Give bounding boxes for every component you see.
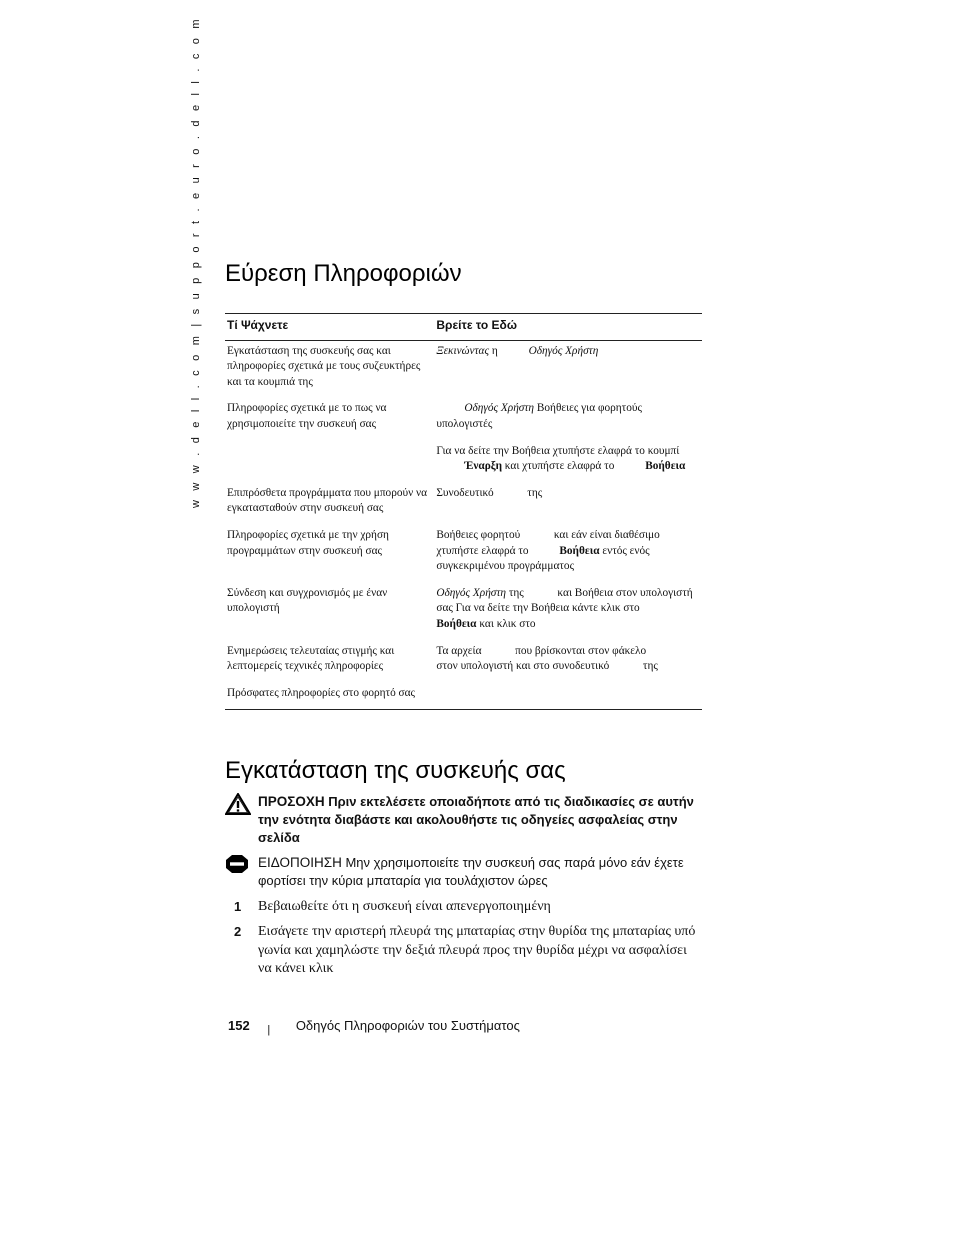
source-text-segment: Για να δείτε την Βοήθεια χτυπήστε ελαφρά το κουμπί [436, 444, 680, 457]
source-text-segment: Βοήθεια [645, 460, 686, 473]
source-text-segment: Οδηγός Χρήστη [464, 402, 535, 415]
step-text: Βεβαιωθείτε ότι η συσκευή είναι απενεργοποιημένη [258, 899, 551, 914]
source-text-segment: της [506, 586, 527, 599]
source-text-segment: Βοήθειες για φορητούς υπολογιστές [436, 402, 642, 430]
table-cell-source [434, 340, 702, 398]
table-row [225, 398, 702, 440]
table-row [225, 483, 702, 525]
source-text-segment: Βοήθεια [559, 544, 600, 557]
table-cell-topic: Εγκατάσταση της συσκευής σας και πληροφορίες σχετικά με τους συζευκτήρες και τα κουμπιά της [227, 344, 421, 388]
table-row [225, 583, 702, 641]
step-number: 2 [234, 924, 242, 939]
table-cell-topic [225, 441, 434, 483]
table-cell-topic: Επιπρόσθετα προγράμματα που μπορούν να εγκατασταθούν στην συσκευή σας [227, 486, 428, 515]
source-text-segment: Τα αρχεία [436, 644, 485, 657]
page-number: 152 [228, 1018, 250, 1033]
source-text-segment: και χτυπήστε ελαφρά το [501, 460, 618, 473]
source-text-segment: η [489, 344, 501, 357]
table-cell-topic: Πληροφορίες σχετικά με την χρήση προγραμμάτων στην συσκευή σας [227, 528, 389, 557]
table-header-where: Βρείτε το Εδώ [434, 314, 702, 341]
notice-octagon-icon [225, 854, 249, 879]
source-text-segment: Βοήθεια [436, 617, 477, 630]
table-row [225, 340, 702, 398]
source-text-segment: και Βοήθεια στον υπολογιστή σας Για να δείτε την Βοήθεια κάντε κλικ στο [436, 586, 693, 615]
table-cell-source [434, 583, 702, 641]
table-header-what: Τί Ψάχνετε [225, 314, 434, 341]
source-text-segment: Οδηγός Χρήστη [436, 586, 507, 599]
caution-triangle-icon [225, 793, 251, 820]
step-number: 1 [234, 899, 242, 914]
source-text-segment: Βοήθειες φορητού [436, 528, 524, 541]
source-text-segment: και εάν είναι διαθέσιμο χτυπήστε ελαφρά το [436, 528, 660, 557]
notice-text: Μην χρησιμοποιείτε την συσκευή σας παρά μόνο εάν έχετε φορτίσει την κύρια μπαταρία για τουλάχιστον ώρες [258, 855, 684, 888]
source-text-segment: και κλικ στο [476, 617, 536, 630]
table-cell-topic: Πληροφορίες σχετικά με το πως να χρησιμοποιείτε την συσκευή σας [227, 402, 387, 430]
step-item [225, 898, 703, 917]
source-text-segment: της [524, 486, 543, 499]
caution-text: Πριν εκτελέσετε οποιαδήποτε από τις διαδικασίες σε αυτήν την ενότητα διαβάστε και ακολουθήστε τις οδηγείες ασφαλείας στην σελίδα [258, 794, 694, 845]
caution-notice [225, 793, 703, 847]
table-cell-source [434, 441, 702, 483]
step-item [225, 923, 703, 979]
table-row [225, 641, 702, 683]
table-cell-source [434, 683, 702, 710]
page-footer [228, 1018, 520, 1036]
table-cell-source [434, 398, 702, 440]
info-table [225, 313, 702, 710]
table-header-row [225, 314, 702, 341]
notice-label: ΕΙΔΟΠΟΙΗΣΗ [258, 855, 342, 870]
table-cell-topic: Πρόσφατες πληροφορίες στο φορητό σας [225, 683, 434, 710]
table-row [225, 525, 702, 583]
source-text-segment: Συνοδευτικό [436, 486, 497, 499]
notice-box [225, 854, 703, 890]
section-title-finding-info: Εύρεση Πληροφοριών [225, 260, 462, 287]
source-text-segment: που βρίσκονται στον φάκελο [512, 644, 649, 657]
table-cell-source [434, 525, 702, 583]
source-text-segment: στον υπολογιστή και στο συνοδευτικό [436, 660, 613, 673]
footer-separator: | [267, 1024, 271, 1036]
table-cell-source [434, 641, 702, 683]
section-title-setup: Εγκατάσταση της συσκευής σας [225, 757, 566, 784]
source-text-segment: της [640, 660, 658, 673]
source-text-segment: Ξεκινώντας [436, 344, 490, 357]
side-url: w w w . d e l l . c o m | s u p p o r t . e u r o . d e l l . c o m [190, 16, 202, 508]
footer-title: Οδηγός Πληροφοριών του Συστήματος [295, 1018, 520, 1033]
table-row [225, 683, 702, 710]
source-text-segment: εντός ενός συγκεκριμένου προγράμματος [436, 544, 650, 573]
table-cell-topic: Σύνδεση και συγχρονισμός με έναν υπολογιστή [227, 586, 388, 615]
table-cell-topic: Ενημερώσεις τελευταίας στιγμής και λεπτομερείς τεχνικές πληροφορίες [227, 644, 395, 673]
caution-label: ΠΡΟΣΟΧΗ [258, 794, 325, 809]
source-text-segment: Οδηγός Χρήστη [528, 344, 599, 357]
table-cell-source [434, 483, 702, 525]
source-text-segment: Έναρξη [464, 460, 502, 473]
step-text: Εισάγετε την αριστερή πλευρά της μπαταρίας στην θυρίδα της μπαταρίας υπό γωνία και χαμηλώστε την δεξιά πλευρά προς την θυρίδα μέχρι να ασφαλίσει να κάνει κλικ [258, 924, 696, 976]
table-row [225, 441, 702, 483]
